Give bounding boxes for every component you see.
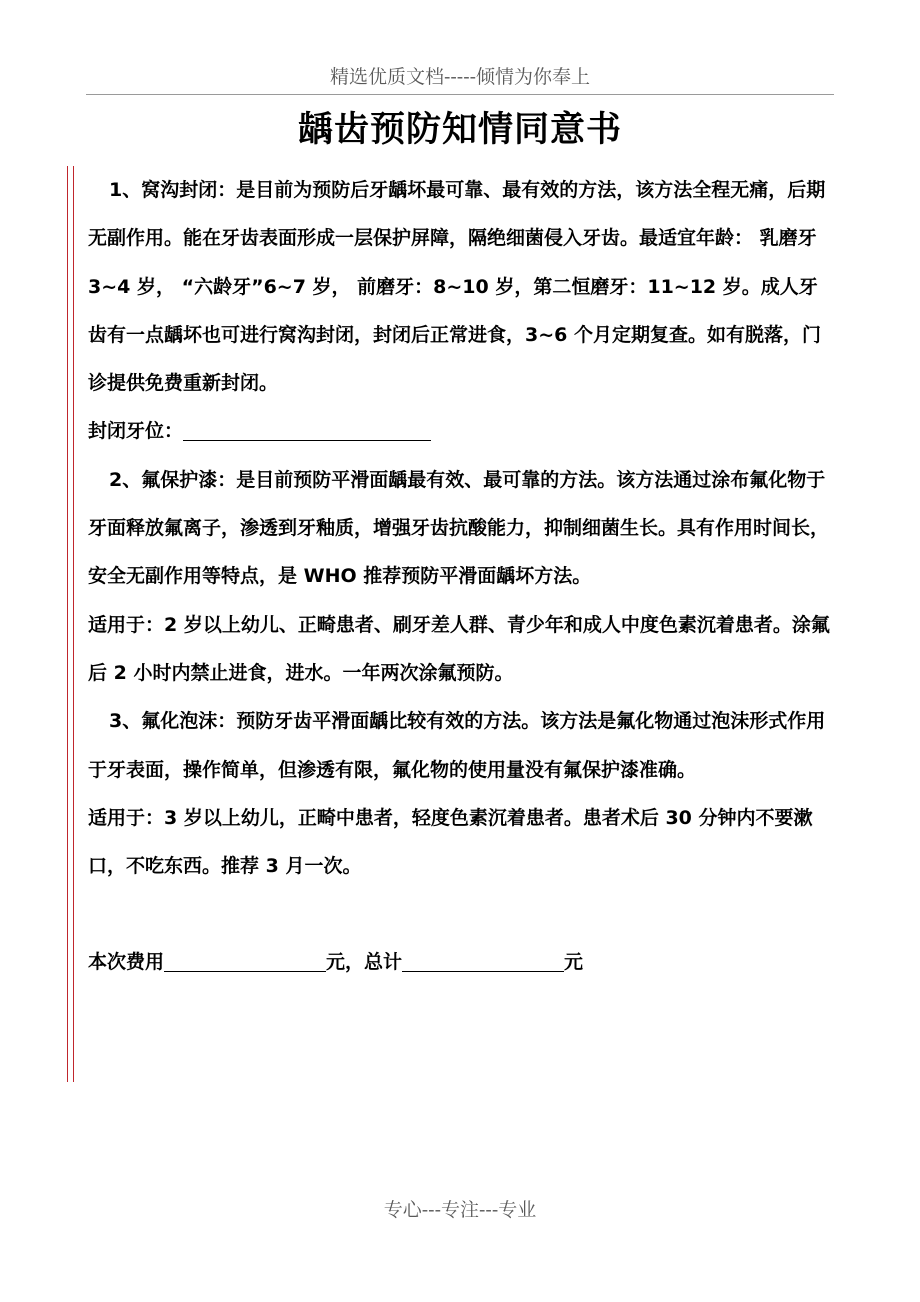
- total-unit: 元: [564, 951, 584, 974]
- document-title: 龋齿预防知情同意书: [297, 110, 622, 150]
- section-2-applicable: 适用于：2 岁以上幼儿、正畸患者、刷牙差人群、青少年和成人中度色素沉着患者。涂氟后 2 小时内禁止进食，进水。一年两次涂氟预防。: [88, 613, 830, 684]
- fee-blank[interactable]: [164, 947, 326, 972]
- page-header: 精选优质文档-----倾情为你奉上: [329, 66, 591, 88]
- fee-line: [88, 938, 830, 986]
- section-3-paragraph: 3、氟化泡沫：预防牙齿平滑面龋比较有效的方法。该方法是氟化物通过泡沫形式作用于牙表面，操作简单，但渗透有限，氟化物的使用量没有氟保护漆准确。: [88, 710, 826, 781]
- document-body: [88, 166, 830, 987]
- sealed-teeth-label: 封闭牙位：: [88, 420, 184, 443]
- page-footer: 专心---专注---专业: [383, 1199, 537, 1221]
- fee-label: 本次费用: [88, 951, 165, 974]
- spacer: [88, 890, 830, 938]
- section-3-applicable: 适用于：3 岁以上幼儿，正畸中患者，轻度色素沉着患者。患者术后 30 分钟内不要漱口，不吃东西。推荐 3 月一次。: [88, 806, 813, 878]
- sealed-teeth-field: [88, 407, 830, 455]
- section-1-paragraph: 1、窝沟封闭：是目前为预防后牙龋坏最可靠、最有效的方法，该方法全程无痛，后期无副作用。能在牙齿表面形成一层保护屏障，隔绝细菌侵入牙齿。最适宜年龄： 乳磨牙 3~4 岁， “六龄牙”6~7 岁， 前磨牙：8~10 岁，第二恒磨牙：11~12 岁。成人牙齿有一点龋坏也可进行窝沟封闭，封闭后正常进食，3~6 个月定期复查。如有脱落，门诊提供免费重新封闭。: [88, 179, 826, 395]
- total-blank[interactable]: [402, 947, 564, 972]
- section-2-paragraph: 2、氟保护漆：是目前预防平滑面龋最有效、最可靠的方法。该方法通过涂布氟化物于牙面释放氟离子，渗透到牙釉质，增强牙齿抗酸能力，抑制细菌生长。具有作用时间长，安全无副作用等特点，是 WHO 推荐预防平滑面龋坏方法。: [88, 468, 830, 588]
- fee-unit: 元: [326, 951, 346, 974]
- margin-rule-inner: [73, 166, 74, 1082]
- sealed-teeth-blank[interactable]: [183, 416, 431, 441]
- total-label: ，总计: [345, 951, 403, 974]
- header-divider: [86, 94, 834, 95]
- margin-rule-outer: [67, 166, 68, 1082]
